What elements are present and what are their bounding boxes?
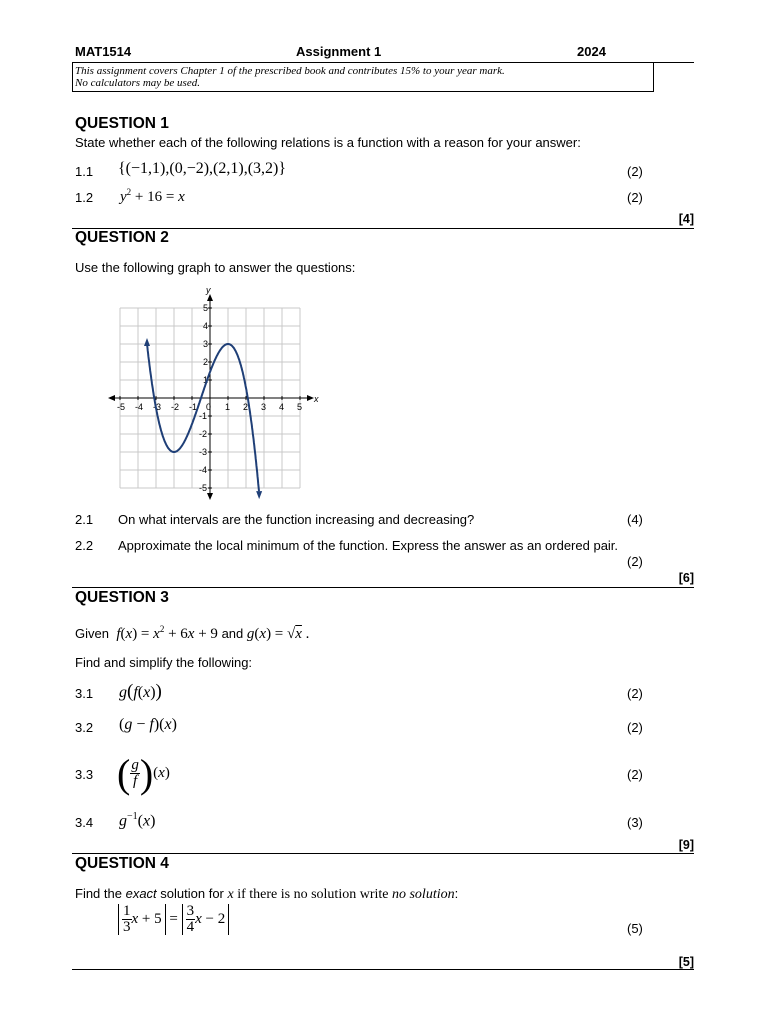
year: 2024 (577, 44, 606, 59)
q4-intro (75, 886, 458, 903)
x-tick-label: -5 (117, 402, 126, 412)
q4-intro-b: solution for (156, 886, 228, 901)
q1-item-1-number: 1.1 (75, 164, 94, 179)
q3-item-4-marks: (3) (627, 815, 643, 830)
x-tick-label: -4 (135, 402, 144, 412)
q2-item-2-marks: (2) (627, 554, 643, 569)
q2-heading: QUESTION 2 (75, 229, 169, 246)
q3-item-3-marks: (2) (627, 767, 643, 782)
x-tick-label: 3 (261, 402, 267, 412)
y-tick-label: 2 (203, 357, 209, 367)
q2-total: [6] (678, 571, 694, 585)
q2-item-1-text: On what intervals are the function increasing and decreasing? (118, 512, 475, 527)
q2-item-2-text: Approximate the local minimum of the function. Express the answer as an ordered pair. (118, 538, 619, 553)
q3-item-2-marks: (2) (627, 720, 643, 735)
curve-arrow-up (144, 338, 150, 346)
x-axis-label: x (314, 394, 319, 404)
q1-item-1-marks: (2) (627, 164, 643, 179)
x-tick-label: 4 (279, 402, 285, 412)
y-tick-label: 4 (203, 321, 209, 331)
q3-rule (72, 853, 694, 854)
q4-equation: $\frac{1}{3}$ x + 5 = $\frac{3}{4}$ x − 2 (118, 904, 229, 935)
x-tick-label: 5 (297, 402, 303, 412)
y-tick-label: -1 (199, 411, 208, 421)
q4-total: [5] (678, 955, 694, 969)
notice-box (72, 62, 654, 92)
q1-heading: QUESTION 1 (75, 115, 169, 132)
x-axis-arrow (307, 395, 314, 401)
assignment-title: Assignment 1 (296, 44, 382, 59)
q4-intro-x: x (227, 887, 234, 902)
x-tick-label: -2 (171, 402, 180, 412)
q3-item-2-number: 3.2 (75, 720, 94, 735)
q2-rule (72, 587, 694, 588)
y-tick-label: -4 (199, 465, 208, 475)
q2-item-1-marks: (4) (627, 512, 643, 527)
function-graph (105, 282, 320, 502)
y-axis-arrow (207, 294, 213, 301)
q3-total: [9] (678, 838, 694, 852)
q4-rule (72, 969, 694, 970)
given-word: Given (75, 626, 109, 641)
y-tick-label: 3 (203, 339, 209, 349)
f-definition: $f(x) = x^2 + 6x + 9$ (116, 624, 218, 642)
q4-heading: QUESTION 4 (75, 855, 169, 872)
curve-arrow-down (256, 491, 262, 499)
q1-item-2-marks: (2) (627, 190, 643, 205)
x-tick-label: -1 (189, 402, 198, 412)
q3-given-line (75, 624, 309, 643)
q3-item-4-expr: $g^{-1}(x)$ (119, 811, 156, 830)
q1-total: [4] (678, 212, 694, 226)
q2-item-1-number: 2.1 (75, 512, 94, 527)
y-axis-label: y (206, 285, 211, 295)
q4-intro-a: Find the (75, 886, 126, 901)
q3-item-4-number: 3.4 (75, 815, 94, 830)
q3-item-1-number: 3.1 (75, 686, 94, 701)
q3-item-3-expr: ( $\frac{g}{f}$ )(x) (117, 751, 170, 796)
y-tick-label: 1 (203, 375, 209, 385)
q1-item-2-expr: $y^2 + 16 = x$ (120, 187, 185, 205)
x-tick-label: 2 (243, 402, 249, 412)
q4-marks: (5) (627, 921, 643, 936)
q3-item-1-expr: g(f(x)) (119, 681, 162, 702)
notice-line-2: No calculators may be used. (75, 77, 200, 89)
g-definition: g(x) = √x . (246, 626, 310, 642)
x-tick-label: 0 (206, 402, 212, 412)
course-code: MAT1514 (75, 44, 132, 59)
y-tick-label: -3 (199, 447, 208, 457)
x-axis-arrow-left (108, 395, 115, 401)
notice-line-1: This assignment covers Chapter 1 of the prescribed book and contributes 15% to your year mark. (75, 65, 505, 77)
q3-find: Find and simplify the following: (75, 655, 253, 670)
q1-intro: State whether each of the following relations is a function with a reason for your answer: (75, 135, 581, 150)
q4-intro-c: if there is no solution write (233, 887, 392, 902)
y-tick-label: 5 (203, 303, 209, 313)
q2-intro: Use the following graph to answer the questions: (75, 260, 356, 275)
y-tick-label: -5 (199, 483, 208, 493)
q1-item-1-expr: {(−1,1),(0,−2),(2,1),(3,2)} (118, 160, 287, 177)
and-word: and (221, 626, 244, 641)
y-tick-label: -2 (199, 429, 208, 439)
y-axis-arrow-down (207, 493, 213, 500)
q1-item-2-number: 1.2 (75, 190, 94, 205)
q4-intro-nosol: no solution (391, 887, 455, 902)
q2-item-2-number: 2.2 (75, 538, 94, 553)
q3-item-2-expr: (g − f)(x) (119, 716, 177, 733)
x-tick-label: -3 (153, 402, 162, 412)
q3-heading: QUESTION 3 (75, 589, 169, 606)
q4-intro-exact: exact (125, 886, 157, 901)
q3-item-1-marks: (2) (627, 686, 643, 701)
q3-item-3-number: 3.3 (75, 767, 94, 782)
q4-intro-colon: : (454, 886, 459, 901)
graph-axes (108, 294, 314, 500)
x-tick-label: 1 (225, 402, 231, 412)
